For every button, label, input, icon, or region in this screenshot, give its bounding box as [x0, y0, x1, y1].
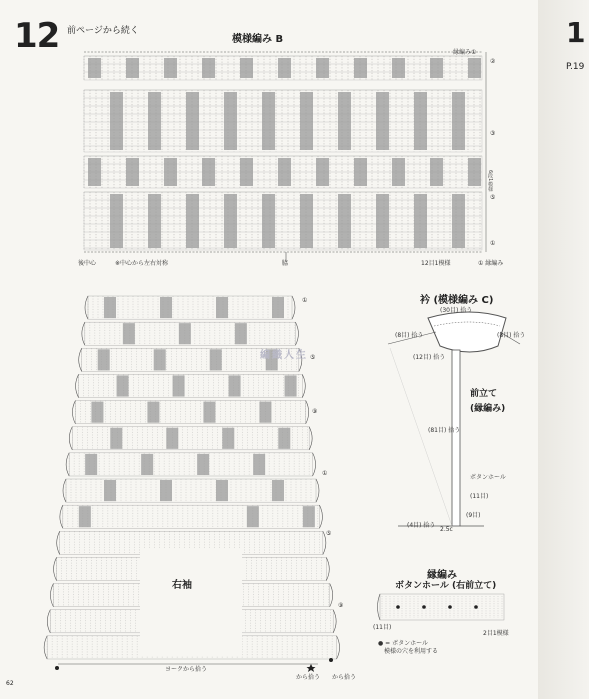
- page-number: 62: [6, 680, 14, 687]
- chart-b-row-label-4: ①: [490, 240, 496, 247]
- watermark: 編織人生: [260, 350, 308, 361]
- pattern-number: 12: [14, 16, 60, 56]
- repeat-width-label: 12目1模様: [421, 260, 451, 267]
- front-band-label: 前立て (縁編み): [470, 389, 506, 414]
- side-label: 脇: [282, 260, 289, 267]
- sleeve-row-6: ⑨: [338, 602, 344, 609]
- edging-legend-2: 模様の穴を利用する: [384, 648, 439, 655]
- edging-chart: [378, 594, 505, 620]
- sleeve-pickup-label: ヨークから拾う: [165, 666, 208, 673]
- chart-b-row-label-1: ②: [490, 58, 496, 65]
- sleeve-row-3: ⑨: [312, 408, 318, 415]
- edging-legend-1: ● = ボタンホール: [378, 640, 428, 647]
- edging-title: 縁編み: [427, 570, 457, 581]
- edging-left-count: (11目): [373, 624, 392, 631]
- next-page-number: 1: [566, 16, 586, 49]
- next-page-ref: P.19: [566, 62, 585, 72]
- collar-left-count-2: (12目) 拾う: [413, 354, 446, 361]
- band-width: 2.5c: [440, 526, 453, 533]
- sleeve-row-4: ①: [322, 470, 328, 477]
- collar-title: 衿 (模様編み C): [420, 295, 494, 306]
- edging-repeat: 2目1模様: [483, 630, 509, 637]
- sleeve-row-1: ①: [302, 297, 308, 304]
- front-band-count: (81目) 拾う: [428, 427, 461, 434]
- band-count-9: (9目): [466, 512, 481, 519]
- dot-pickup-label: から拾う: [332, 674, 357, 681]
- center-back-label: 後中心: [78, 260, 97, 267]
- chart-b-repeat-label: 6段1模様: [487, 170, 493, 192]
- continued-note: 前ページから続く: [67, 26, 139, 36]
- chart-b-grid: [84, 52, 486, 262]
- band-count-11: (11目): [470, 493, 489, 500]
- edging-subtitle: ボタンホール (右前立て): [395, 581, 497, 591]
- sleeve-row-5: ⑤: [326, 530, 332, 537]
- chart-b-row-label-3: ⑤: [490, 194, 496, 201]
- chart-b-top-label: 縁編み①: [453, 49, 477, 56]
- buttonhole-label: ボタンホール: [470, 474, 506, 481]
- collar-top-count: (30目) 拾う: [440, 307, 473, 314]
- sleeve-title: 右袖: [172, 580, 192, 591]
- edging-row-label: ① 縁編み: [478, 260, 504, 267]
- collar-right-count: (8目) 拾う: [497, 332, 526, 339]
- collar-left-count: (8目) 拾う: [395, 332, 424, 339]
- band-count-4: (4目) 拾う: [407, 522, 436, 529]
- star-pickup-label: から拾う: [296, 674, 321, 681]
- symmetry-note: ※中心から左右対称: [115, 260, 169, 267]
- collar-diagram: [388, 312, 520, 526]
- chart-b-title: 模様編み B: [232, 34, 284, 45]
- sleeve-row-2: ⑤: [310, 354, 316, 361]
- chart-b-row-label-2: ③: [490, 130, 496, 137]
